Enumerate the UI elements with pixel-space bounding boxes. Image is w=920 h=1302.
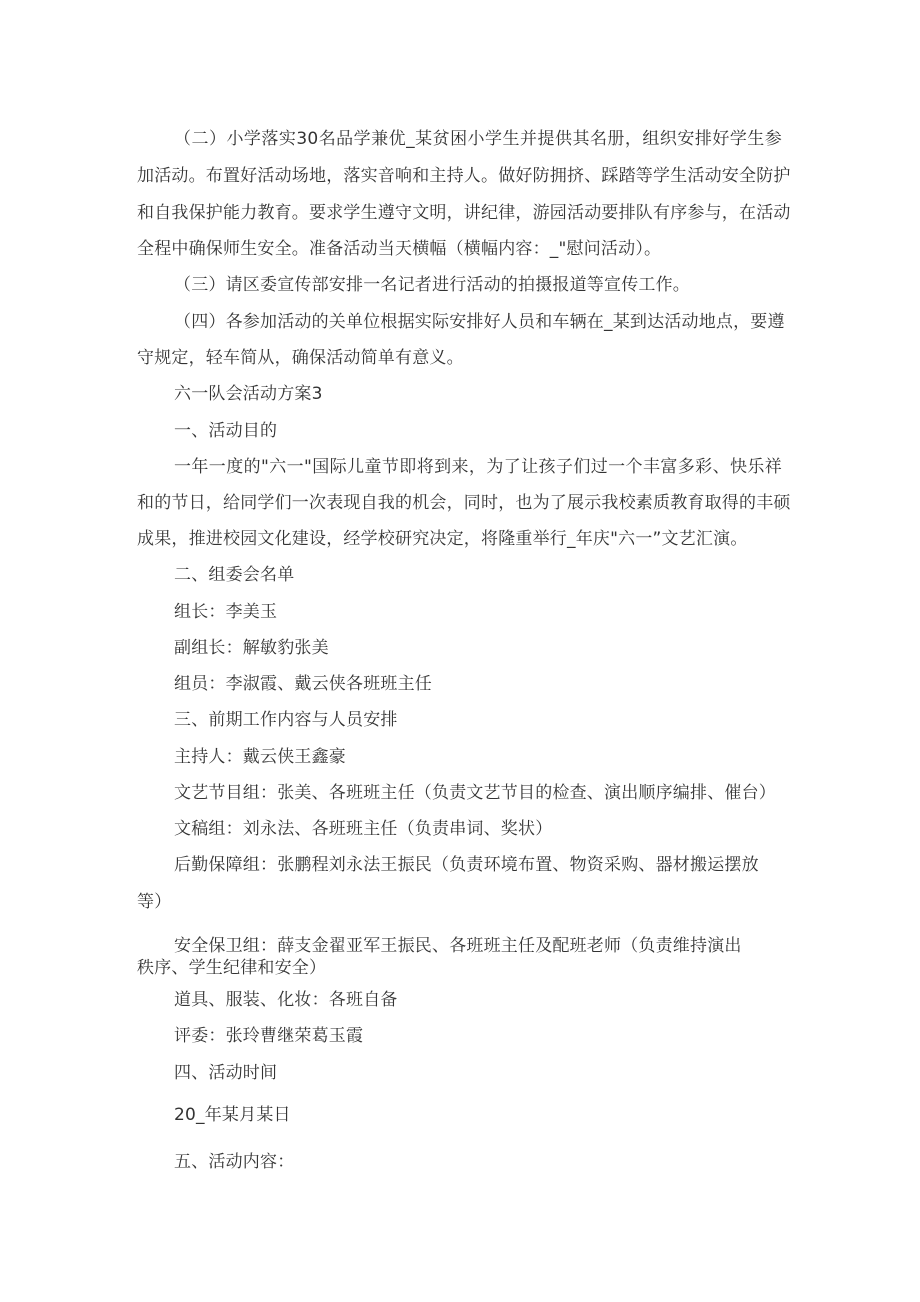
- paragraph-line: 守规定，轻车简从，确保活动简单有意义。: [137, 348, 464, 368]
- section-heading: 六一队会活动方案3: [174, 384, 323, 404]
- paragraph-line: （二）小学落实30名品学兼优_某贫困小学生并提供其名册，组织安排好学生参: [174, 129, 782, 149]
- paragraph-line: 一年一度的"六一"国际儿童节即将到来，为了让孩子们过一个丰富多彩、快乐祥: [174, 457, 782, 477]
- section-heading: 三、前期工作内容与人员安排: [174, 710, 398, 730]
- list-item: 等）: [137, 892, 172, 912]
- date-line: 20_年某月某日: [174, 1105, 291, 1125]
- section-heading: 五、活动内容：: [174, 1152, 295, 1172]
- section-heading: 二、组委会名单: [174, 565, 295, 585]
- paragraph-line: 和的节日，给同学们一次表现自我的机会，同时，也为了展示我校素质教育取得的丰硕: [137, 493, 791, 513]
- list-item: 安全保卫组：薛支金翟亚军王振民、各班班主任及配班老师（负责维持演出: [174, 936, 742, 956]
- list-item: 组长：李美玉: [174, 602, 278, 622]
- list-item: 主持人：戴云侠王鑫豪: [174, 747, 346, 767]
- paragraph-line: （三）请区委宣传部安排一名记者进行活动的拍摄报道等宣传工作。: [174, 275, 690, 295]
- paragraph-line: 加活动。布置好活动场地，落实音响和主持人。做好防拥挤、踩踏等学生活动安全防护: [137, 166, 791, 186]
- list-item: 文艺节目组：张美、各班班主任（负责文艺节目的检查、演出顺序编排、催台）: [174, 783, 776, 803]
- list-item: 组员：李淑霞、戴云侠各班班主任: [174, 674, 432, 694]
- list-item: 后勤保障组：张鹏程刘永法王振民（负责环境布置、物资采购、器材搬运摆放: [174, 855, 759, 875]
- section-heading: 一、活动目的: [174, 421, 278, 441]
- section-heading: 四、活动时间: [174, 1063, 278, 1083]
- list-item: 秩序、学生纪律和安全）: [137, 958, 327, 978]
- list-item: 文稿组：刘永法、各班班主任（负责串词、奖状）: [174, 819, 553, 839]
- paragraph-line: （四）各参加活动的关单位根据实际安排好人员和车辆在_某到达活动地点，要遵: [174, 312, 785, 332]
- list-item: 道具、服装、化妆：各班自备: [174, 990, 398, 1010]
- list-item: 副组长：解敏豹张美: [174, 638, 329, 658]
- paragraph-line: 全程中确保师生安全。准备活动当天横幅（横幅内容：_"慰问活动）。: [137, 239, 662, 259]
- paragraph-line: 和自我保护能力教育。要求学生遵守文明，讲纪律，游园活动要排队有序参与，在活动: [137, 203, 791, 223]
- list-item: 评委：张玲曹继荣葛玉霞: [174, 1026, 364, 1046]
- paragraph-line: 成果，推进校园文化建设，经学校研究决定，将隆重举行_年庆"六一”文艺汇演。: [137, 529, 748, 549]
